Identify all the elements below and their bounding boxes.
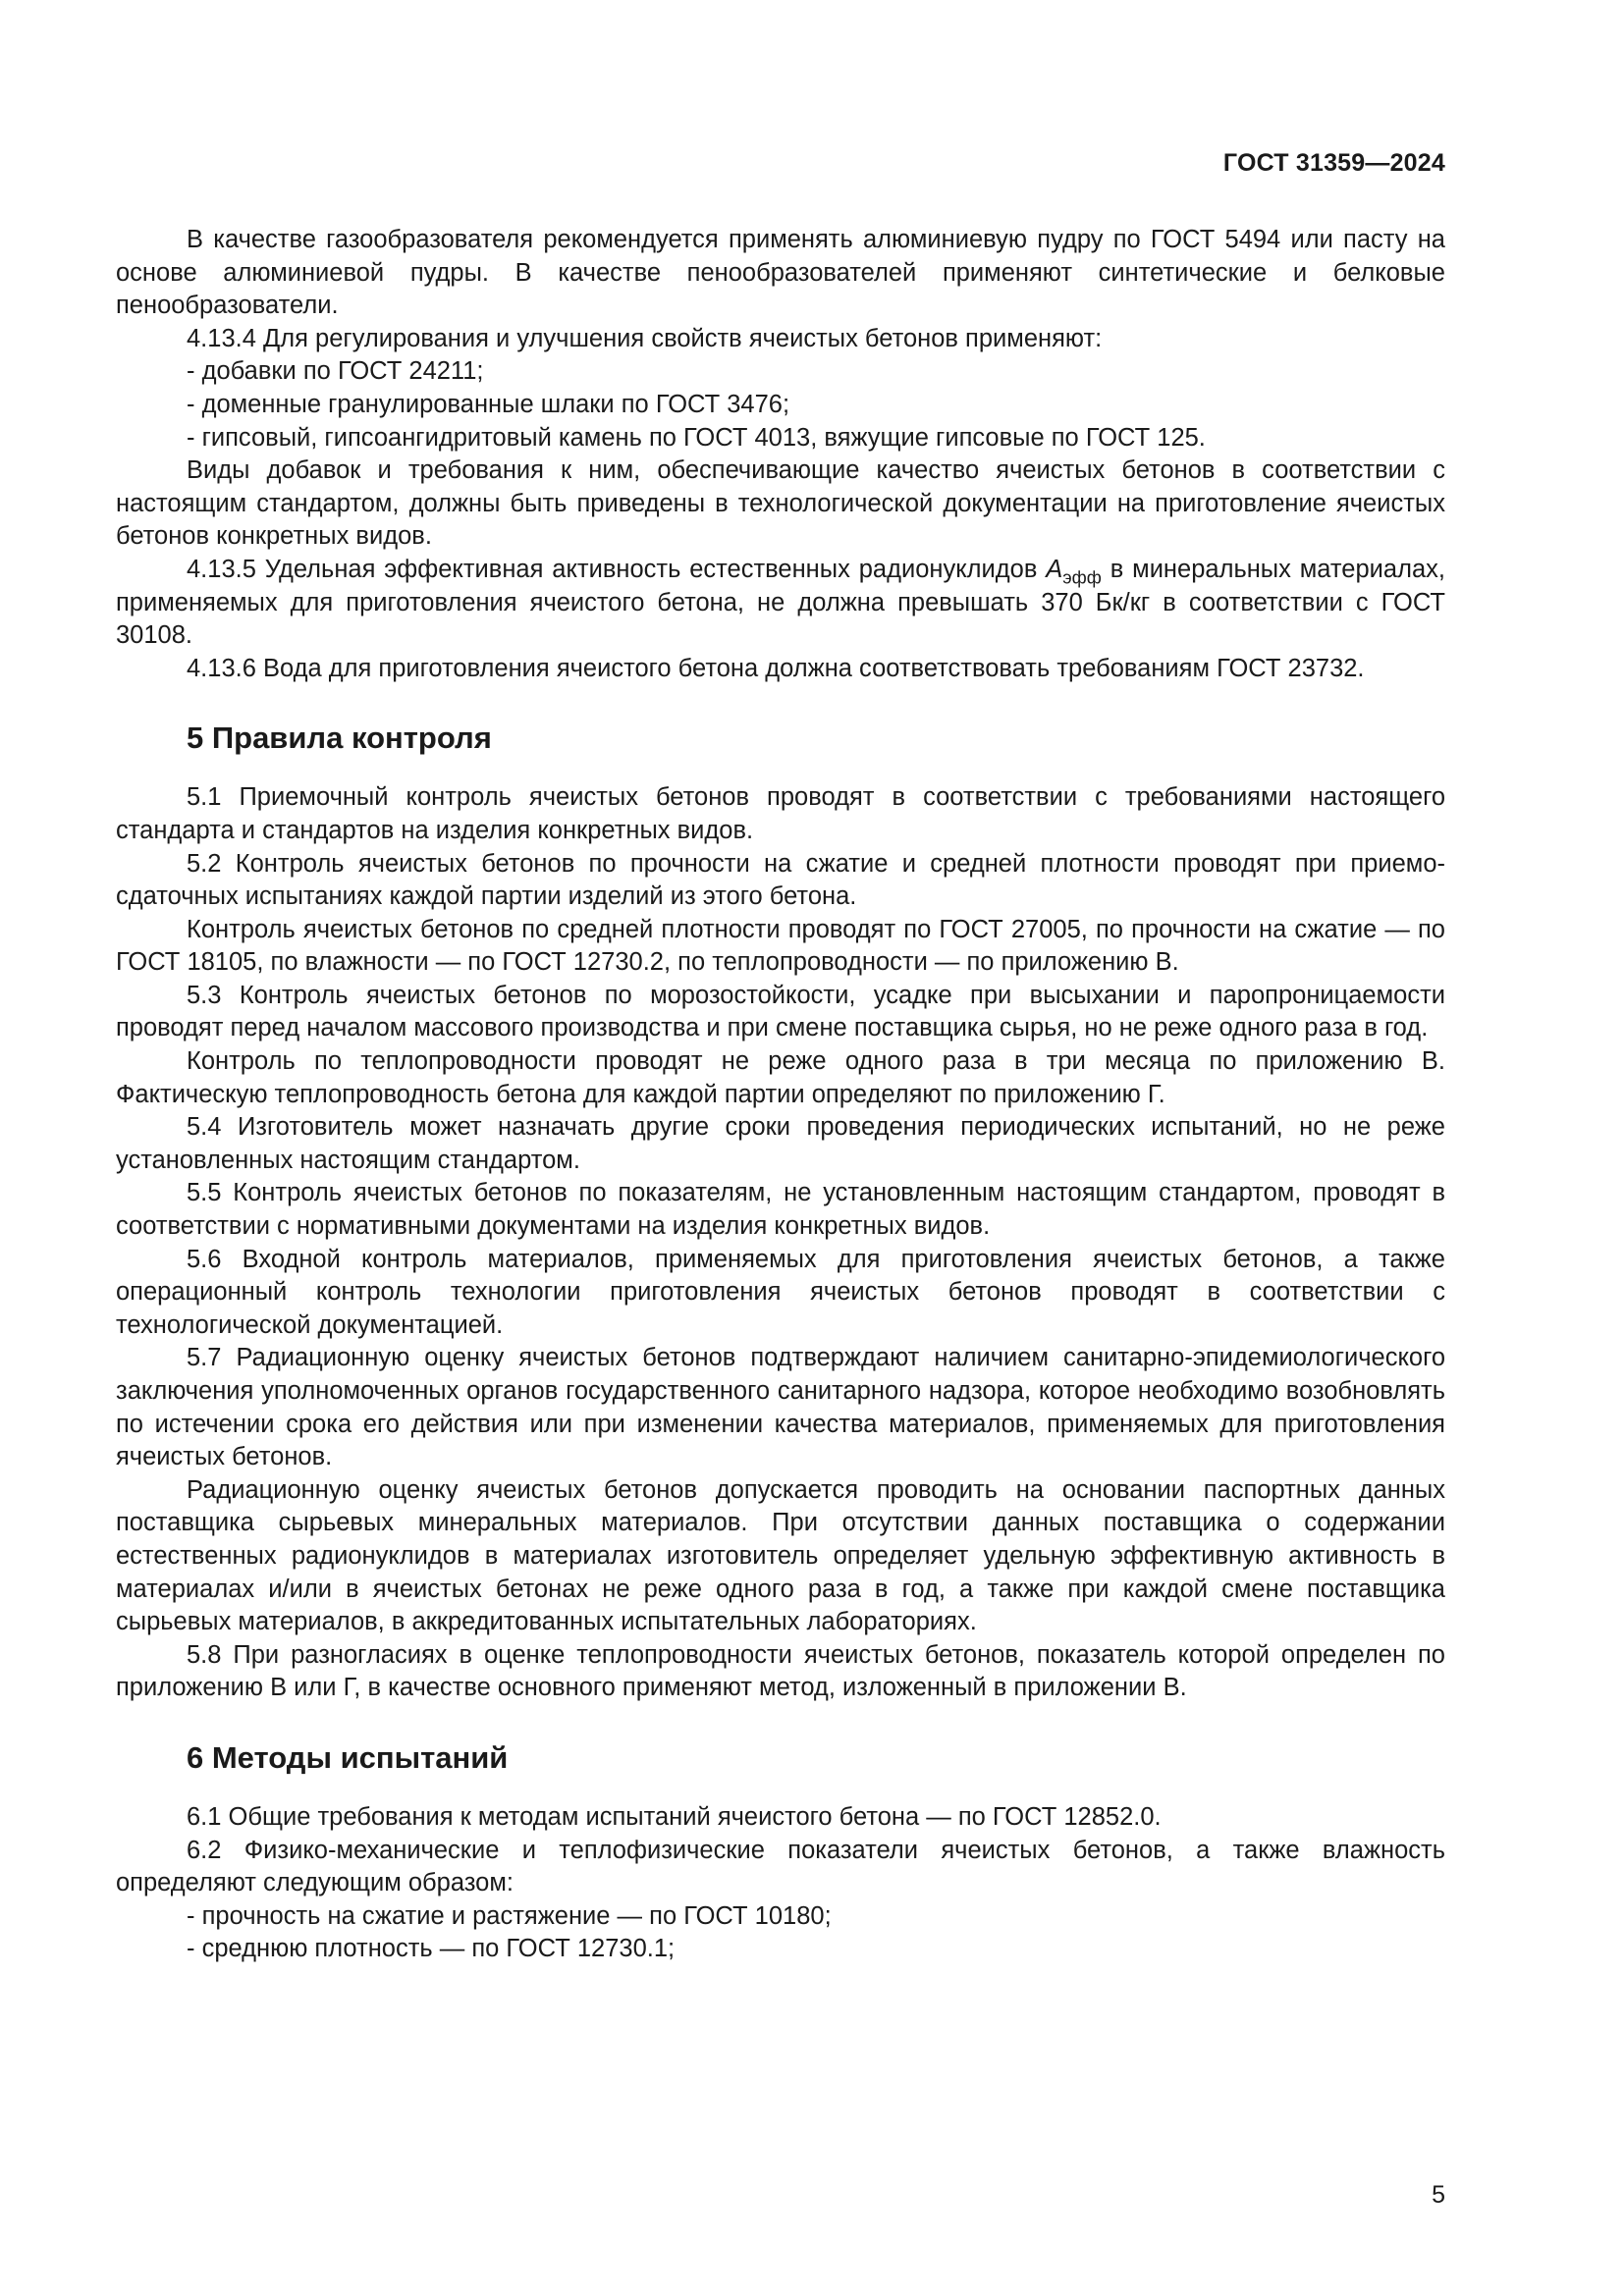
clause-5-7: 5.7 Радиационную оценку ячеистых бетонов подтверждают наличием санитарно-эпидемиологического заключения уполномоченных органов государственного санитарного надзора, которое необходимо возобновлять по истечении срока его действия или при изменении качества материалов, применяемых для приготовления ячеистых бетонов. [116, 1344, 1445, 1471]
clause-5-5: 5.5 Контроль ячеистых бетонов по показателям, не установленным настоящим стандартом, проводят в соответствии с нормативными документами на изделия конкретных видов. [116, 1179, 1445, 1241]
clause-5-8: 5.8 При разногласиях в оценке теплопроводности ячеистых бетонов, показатель которой определен по приложению В или Г, в качестве основного применяют метод, изложенный в приложении В. [116, 1640, 1445, 1702]
list-item-gypsum: - гипсовый, гипсоангидритовый камень по ГОСТ 4013, вяжущие гипсовые по ГОСТ 125. [187, 423, 1206, 452]
paragraph-additive-types: Виды добавок и требования к ним, обеспечивающие качество ячеистых бетонов в соответствии с настоящим стандартом, должны быть приведены в технологической документации на приготовление ячеистых бетонов конкретных видов. [116, 456, 1445, 551]
list-item-additives: - добавки по ГОСТ 24211; [187, 357, 484, 386]
activity-symbol: A [1046, 555, 1063, 583]
clause-4-13-5 [116, 554, 1445, 653]
page-content [116, 224, 1445, 1966]
clause-5-6: 5.6 Входной контроль материалов, применяемых для приготовления ячеистых бетонов, а также операционный контроль технологии приготовления ячеистых бетонов проводят в соответствии с технологической документацией. [116, 1245, 1445, 1339]
clause-5-1: 5.1 Приемочный контроль ячеистых бетонов проводят в соответствии с требованиями настоящего стандарта и стандартов на изделия конкретных видов. [116, 783, 1445, 844]
page-number: 5 [1432, 2181, 1445, 2209]
paragraph-thermal-control: Контроль по теплопроводности проводят не реже одного раза в три месяца по приложению В. Фактическую теплопроводность бетона для каждой партии определяют по приложению Г. [116, 1047, 1445, 1108]
document-number-header: ГОСТ 31359—2024 [1222, 149, 1445, 177]
activity-subscript: эфф [1062, 566, 1102, 588]
clause-6-2: 6.2 Физико-механические и теплофизические показатели ячеистых бетонов, а также влажность определяют следующим образом: [116, 1836, 1445, 1897]
clause-4-13-4: 4.13.4 Для регулирования и улучшения свойств ячеистых бетонов применяют: [187, 324, 1103, 352]
paragraph-radiation-assessment: Радиационную оценку ячеистых бетонов допускается проводить на основании паспортных данных поставщика сырьевых минеральных материалов. При отсутствии данных поставщика о содержании естественных радионуклидов в материалах изготовитель определяет удельную эффективную активность в материалах и/или в ячеистых бетонах не реже одного раза в год, а также при каждой смене поставщика сырьевых материалов, в аккредитованных испытательных лабораториях. [116, 1475, 1445, 1636]
clause-4-13-5-text-before: 4.13.5 Удельная эффективная активность естественных радионуклидов [187, 555, 1038, 583]
list-item-slags: - доменные гранулированные шлаки по ГОСТ 3476; [187, 390, 790, 418]
paragraph-foaming-agents: В качестве газообразователя рекомендуется применять алюминиевую пудру по ГОСТ 5494 или пасту на основе алюминиевой пудры. В качестве пенообразователей применяют синтетические и белковые пенообразователи. [116, 226, 1445, 320]
clause-4-13-5-text-after: в минеральных материалах, применяемых для приготовления ячеистого бетона, не должна превышать 370 Бк/кг в соответствии с ГОСТ 30108. [116, 555, 1445, 650]
clause-5-4: 5.4 Изготовитель может назначать другие сроки проведения периодических испытаний, но не реже установленных настоящим стандартом. [116, 1113, 1445, 1174]
clause-5-3: 5.3 Контроль ячеистых бетонов по морозостойкости, усадке при высыхании и паропроницаемости проводят перед началом массового производства и при смене поставщика сырья, но не реже одного раза в год. [116, 981, 1445, 1042]
clause-4-13-6: 4.13.6 Вода для приготовления ячеистого бетона должна соответствовать требованиям ГОСТ 23732. [187, 654, 1365, 682]
paragraph-density-control: Контроль ячеистых бетонов по средней плотности проводят по ГОСТ 27005, по прочности на сжатие — по ГОСТ 18105, по влажности — по ГОСТ 12730.2, по теплопроводности — по приложению В. [116, 915, 1445, 977]
list-item-strength: - прочность на сжатие и растяжение — по ГОСТ 10180; [187, 1901, 832, 1930]
section-6-heading: 6 Методы испытаний [187, 1739, 509, 1775]
clause-5-2: 5.2 Контроль ячеистых бетонов по прочности на сжатие и средней плотности проводят при приемо-сдаточных испытаниях каждой партии изделий из этого бетона. [116, 849, 1445, 911]
list-item-density: - среднюю плотность — по ГОСТ 12730.1; [187, 1935, 676, 1963]
clause-6-1: 6.1 Общие требования к методам испытаний ячеистого бетона — по ГОСТ 12852.0. [187, 1802, 1162, 1831]
section-5-heading: 5 Правила контроля [187, 721, 492, 756]
